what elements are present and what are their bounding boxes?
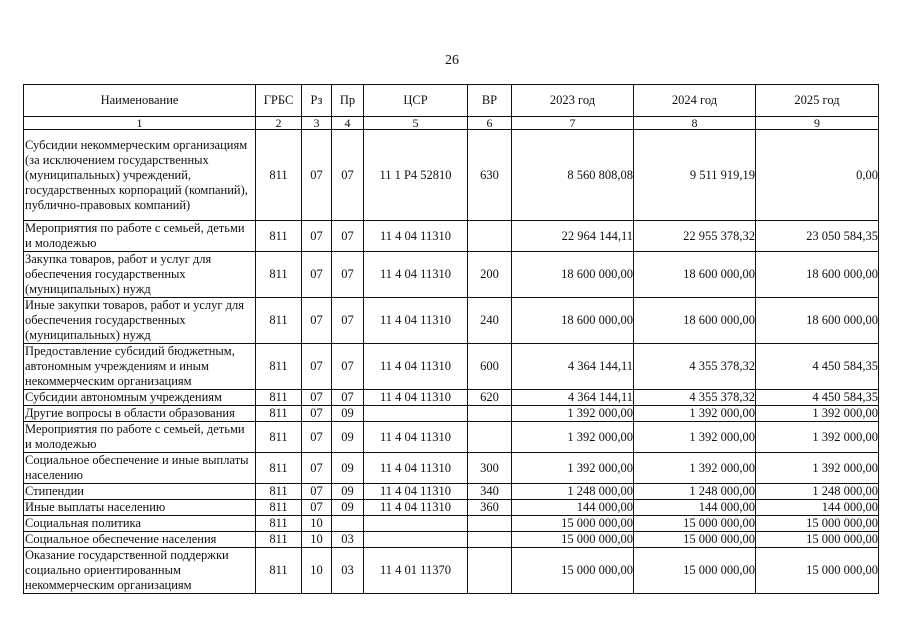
cell-rz: 07	[302, 390, 332, 406]
cell-rz: 07	[302, 221, 332, 252]
cell-vr: 200	[468, 252, 512, 298]
cell-csr: 11 4 04 11310	[364, 252, 468, 298]
cell-2025: 18 600 000,00	[756, 252, 879, 298]
cell-grbs: 811	[256, 453, 302, 484]
cell-csr: 11 4 04 11310	[364, 422, 468, 453]
cell-grbs: 811	[256, 500, 302, 516]
col-number: 7	[512, 117, 634, 130]
cell-2025: 0,00	[756, 130, 879, 221]
cell-pr: 03	[332, 548, 364, 594]
col-number: 8	[634, 117, 756, 130]
cell-2023: 1 392 000,00	[512, 422, 634, 453]
col-number: 2	[256, 117, 302, 130]
cell-2025: 15 000 000,00	[756, 516, 879, 532]
cell-grbs: 811	[256, 221, 302, 252]
cell-grbs: 811	[256, 532, 302, 548]
cell-2024: 1 248 000,00	[634, 484, 756, 500]
cell-vr: 600	[468, 344, 512, 390]
cell-grbs: 811	[256, 548, 302, 594]
cell-name: Мероприятия по работе с семьей, детьми и молодежью	[24, 221, 256, 252]
cell-2025: 4 450 584,35	[756, 344, 879, 390]
cell-2024: 15 000 000,00	[634, 532, 756, 548]
cell-vr	[468, 532, 512, 548]
cell-2024: 1 392 000,00	[634, 406, 756, 422]
cell-2024: 18 600 000,00	[634, 252, 756, 298]
table-row	[24, 252, 879, 298]
cell-name: Социальное обеспечение населения	[24, 532, 256, 548]
cell-pr: 09	[332, 422, 364, 453]
cell-vr: 630	[468, 130, 512, 221]
cell-pr: 09	[332, 406, 364, 422]
cell-name: Оказание государственной поддержки социально ориентированным некоммерческим организациям	[24, 548, 256, 594]
cell-2023: 4 364 144,11	[512, 344, 634, 390]
cell-2023: 1 248 000,00	[512, 484, 634, 500]
cell-name: Закупка товаров, работ и услуг для обеспечения государственных (муниципальных) нужд	[24, 252, 256, 298]
cell-name: Иные выплаты населению	[24, 500, 256, 516]
cell-grbs: 811	[256, 298, 302, 344]
cell-vr: 360	[468, 500, 512, 516]
cell-rz: 07	[302, 130, 332, 221]
cell-2023: 15 000 000,00	[512, 532, 634, 548]
col-number: 6	[468, 117, 512, 130]
cell-rz: 07	[302, 484, 332, 500]
cell-pr: 07	[332, 252, 364, 298]
cell-csr: 11 4 04 11310	[364, 390, 468, 406]
cell-2024: 22 955 378,32	[634, 221, 756, 252]
cell-csr	[364, 516, 468, 532]
cell-grbs: 811	[256, 484, 302, 500]
cell-2024: 144 000,00	[634, 500, 756, 516]
cell-rz: 07	[302, 252, 332, 298]
cell-pr: 07	[332, 344, 364, 390]
cell-name: Стипендии	[24, 484, 256, 500]
cell-csr: 11 4 04 11310	[364, 453, 468, 484]
cell-2024: 15 000 000,00	[634, 516, 756, 532]
cell-pr: 09	[332, 484, 364, 500]
col-number: 4	[332, 117, 364, 130]
cell-2025: 23 050 584,35	[756, 221, 879, 252]
cell-2025: 15 000 000,00	[756, 548, 879, 594]
cell-rz: 07	[302, 298, 332, 344]
budget-table	[23, 84, 879, 594]
cell-pr: 07	[332, 221, 364, 252]
cell-pr: 09	[332, 500, 364, 516]
header-pr: Пр	[332, 85, 364, 117]
cell-rz: 07	[302, 422, 332, 453]
header-row	[24, 85, 879, 117]
cell-2023: 15 000 000,00	[512, 548, 634, 594]
cell-2025: 15 000 000,00	[756, 532, 879, 548]
col-number: 1	[24, 117, 256, 130]
cell-name: Иные закупки товаров, работ и услуг для обеспечения государственных (муниципальных) нужд	[24, 298, 256, 344]
cell-2024: 4 355 378,32	[634, 390, 756, 406]
header-2024: 2024 год	[634, 85, 756, 117]
cell-pr: 07	[332, 298, 364, 344]
header-2025: 2025 год	[756, 85, 879, 117]
cell-vr: 240	[468, 298, 512, 344]
cell-grbs: 811	[256, 130, 302, 221]
cell-csr: 11 4 04 11310	[364, 221, 468, 252]
cell-2025: 18 600 000,00	[756, 298, 879, 344]
cell-rz: 07	[302, 406, 332, 422]
cell-rz: 07	[302, 500, 332, 516]
table-row	[24, 422, 879, 453]
cell-pr: 09	[332, 453, 364, 484]
cell-csr: 11 1 P4 52810	[364, 130, 468, 221]
cell-vr	[468, 406, 512, 422]
cell-2024: 18 600 000,00	[634, 298, 756, 344]
cell-csr	[364, 532, 468, 548]
table-row	[24, 500, 879, 516]
header-name: Наименование	[24, 85, 256, 117]
cell-2023: 1 392 000,00	[512, 406, 634, 422]
cell-2025: 1 248 000,00	[756, 484, 879, 500]
table-row	[24, 516, 879, 532]
cell-rz: 10	[302, 532, 332, 548]
cell-name: Другие вопросы в области образования	[24, 406, 256, 422]
header-rz: Рз	[302, 85, 332, 117]
cell-name: Субсидии автономным учреждениям	[24, 390, 256, 406]
table-row	[24, 484, 879, 500]
cell-pr: 07	[332, 390, 364, 406]
cell-grbs: 811	[256, 406, 302, 422]
cell-rz: 07	[302, 453, 332, 484]
cell-2023: 15 000 000,00	[512, 516, 634, 532]
cell-rz: 10	[302, 516, 332, 532]
cell-2025: 1 392 000,00	[756, 453, 879, 484]
col-number: 9	[756, 117, 879, 130]
table-row	[24, 344, 879, 390]
header-2023: 2023 год	[512, 85, 634, 117]
cell-2024: 15 000 000,00	[634, 548, 756, 594]
cell-name: Мероприятия по работе с семьей, детьми и молодежью	[24, 422, 256, 453]
cell-pr	[332, 516, 364, 532]
cell-name: Субсидии некоммерческим организациям (за исключением государственных (муниципальных) учреждений, государственных корпораций (компаний), публично-правовых компаний)	[24, 130, 256, 221]
table-row	[24, 453, 879, 484]
cell-2023: 144 000,00	[512, 500, 634, 516]
cell-rz: 07	[302, 344, 332, 390]
table-row	[24, 532, 879, 548]
cell-2023: 8 560 808,08	[512, 130, 634, 221]
cell-grbs: 811	[256, 252, 302, 298]
cell-2023: 22 964 144,11	[512, 221, 634, 252]
cell-grbs: 811	[256, 390, 302, 406]
cell-2023: 18 600 000,00	[512, 252, 634, 298]
cell-grbs: 811	[256, 344, 302, 390]
header-grbs: ГРБС	[256, 85, 302, 117]
cell-vr	[468, 221, 512, 252]
cell-pr: 03	[332, 532, 364, 548]
cell-vr: 300	[468, 453, 512, 484]
cell-2023: 4 364 144,11	[512, 390, 634, 406]
cell-grbs: 811	[256, 516, 302, 532]
cell-vr	[468, 516, 512, 532]
table-row	[24, 298, 879, 344]
col-number: 3	[302, 117, 332, 130]
cell-vr: 340	[468, 484, 512, 500]
table-row	[24, 221, 879, 252]
header-vr: ВР	[468, 85, 512, 117]
cell-csr: 11 4 04 11310	[364, 298, 468, 344]
cell-csr: 11 4 04 11310	[364, 484, 468, 500]
table-row	[24, 548, 879, 594]
cell-2024: 1 392 000,00	[634, 422, 756, 453]
column-number-row	[24, 117, 879, 130]
cell-2025: 1 392 000,00	[756, 422, 879, 453]
cell-2025: 144 000,00	[756, 500, 879, 516]
cell-vr: 620	[468, 390, 512, 406]
col-number: 5	[364, 117, 468, 130]
cell-name: Социальное обеспечение и иные выплаты населению	[24, 453, 256, 484]
cell-vr	[468, 422, 512, 453]
cell-2024: 9 511 919,19	[634, 130, 756, 221]
cell-csr: 11 4 04 11310	[364, 344, 468, 390]
cell-name: Социальная политика	[24, 516, 256, 532]
cell-csr: 11 4 01 11370	[364, 548, 468, 594]
cell-grbs: 811	[256, 422, 302, 453]
table-row	[24, 130, 879, 221]
header-csr: ЦСР	[364, 85, 468, 117]
cell-2024: 4 355 378,32	[634, 344, 756, 390]
cell-vr	[468, 548, 512, 594]
cell-rz: 10	[302, 548, 332, 594]
cell-2025: 4 450 584,35	[756, 390, 879, 406]
page-number: 26	[445, 53, 459, 68]
cell-2024: 1 392 000,00	[634, 453, 756, 484]
cell-pr: 07	[332, 130, 364, 221]
cell-2023: 1 392 000,00	[512, 453, 634, 484]
table-row	[24, 390, 879, 406]
cell-csr: 11 4 04 11310	[364, 500, 468, 516]
table-row	[24, 406, 879, 422]
cell-2023: 18 600 000,00	[512, 298, 634, 344]
cell-2025: 1 392 000,00	[756, 406, 879, 422]
cell-csr	[364, 406, 468, 422]
cell-name: Предоставление субсидий бюджетным, автономным учреждениям и иным некоммерческим организациям	[24, 344, 256, 390]
